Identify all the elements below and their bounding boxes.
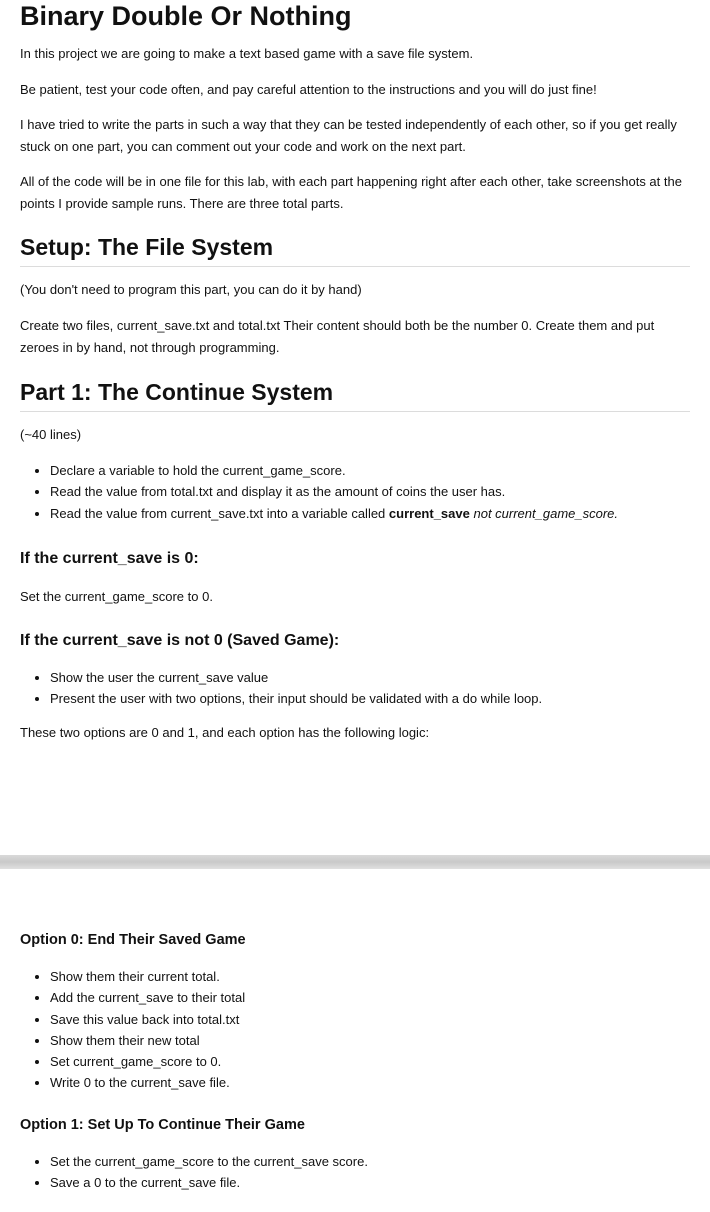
bullet-bold-text: current_save [388,505,470,521]
list-item: • Save this value back into total.txt [50,1009,690,1030]
intro-paragraph-4: All of the code will be in one file for this lab, with each part happening right after each other, take screenshots at the points I provide sample runs. There are three total parts. [20,174,682,211]
part1-bullet-list [20,460,690,524]
part1-note: (~40 lines) [20,427,82,442]
intro-paragraph-3: I have tried to write the parts in such a way that they can be tested independently of each other, so if you get really stuck on one part, you can comment out your code and work on the next part. [20,117,677,154]
option0-heading: Option 0: End Their Saved Game [20,932,246,948]
case0-text: Set the current_game_score to 0. [20,588,213,604]
setup-heading: Setup: The File System [20,233,690,267]
page-2 [0,869,710,1212]
bullet-italic-text: not current_game_score. [473,505,619,521]
option0-bullet-list [20,966,690,1094]
list-item [50,503,690,524]
list-item: • Show the user the current_save value [50,667,690,688]
option1-heading: Option 1: Set Up To Continue Their Game [20,1116,305,1133]
document-title: Binary Double Or Nothing [20,1,352,31]
intro-paragraph-1: In this project we are going to make a text based game with a save file system. [20,46,474,61]
setup-text: Create two files, current_save.txt and total.txt Their content should both be the number 0. Create them and put zeroes in by hand, not through programming. [20,318,655,355]
list-item: • Present the user with two options, their input should be validated with a do while loop. [50,688,690,709]
case0-heading: If the current_save is 0: [20,549,199,567]
saved-game-heading: If the current_save is not 0 (Saved Game): [20,631,340,649]
list-item: • Read the value from total.txt and display it as the amount of coins the user has. [50,481,690,502]
bullet-text: Read the value from current_save.txt into a variable called [50,505,389,521]
list-item: • Write 0 to the current_save file. [50,1072,690,1093]
intro-paragraph-2: Be patient, test your code often, and pay careful attention to the instructions and you will do just fine! [20,82,597,97]
list-item: • Set current_game_score to 0. [50,1051,690,1072]
page-separator [0,855,710,869]
option1-bullet-list [20,1151,690,1194]
setup-note: (You don't need to program this part, you can do it by hand) [20,282,362,297]
list-item: • Show them their current total. [50,966,690,987]
list-item: • Add the current_save to their total [50,987,690,1008]
saved-game-text: These two options are 0 and 1, and each option has the following logic: [20,725,430,741]
list-item: • Declare a variable to hold the current_game_score. [50,460,690,481]
list-item: • Show them their new total [50,1030,690,1051]
part1-heading: Part 1: The Continue System [20,378,690,412]
saved-game-bullet-list [20,667,690,710]
list-item: • Save a 0 to the current_save file. [50,1172,690,1193]
list-item: • Set the current_game_score to the current_save score. [50,1151,690,1172]
